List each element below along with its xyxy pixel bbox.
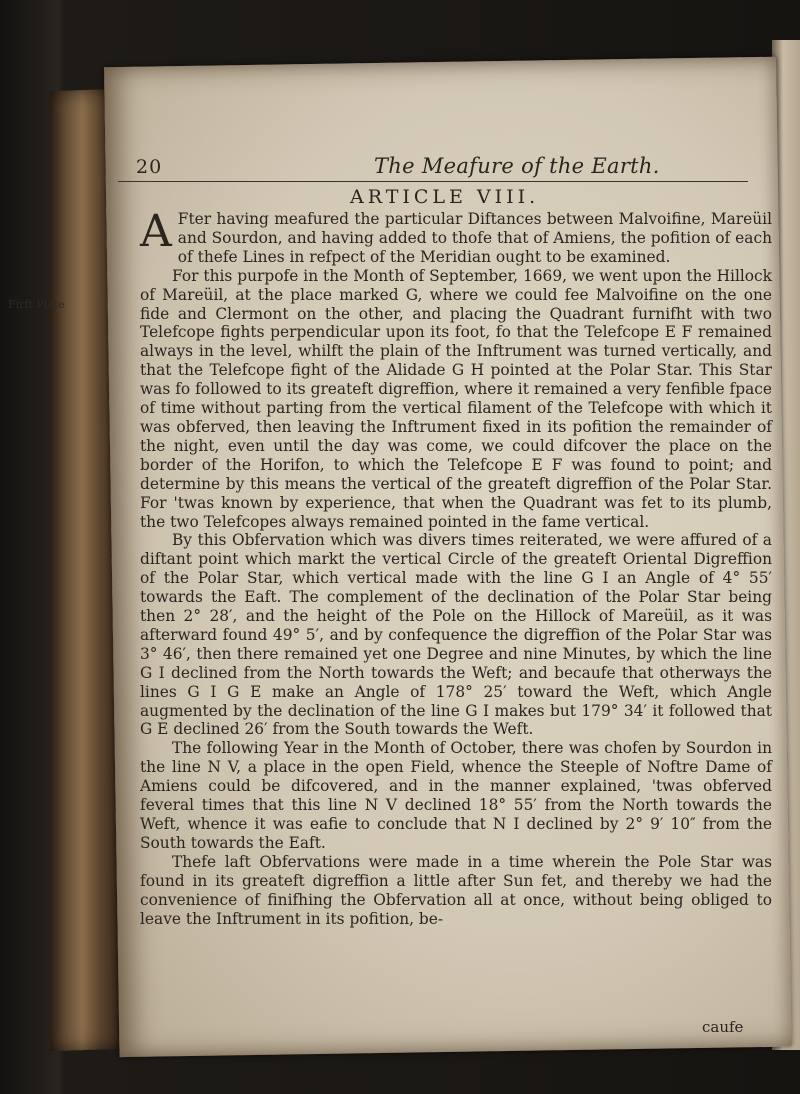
paragraph: Thefe laft Obfervations were made in a time wherein the Pole Star was found in its greateft digreffion a little after Sun fet, and thereby we had the convenience of finifhing the Obfervation all at once, without being obliged to leave the Inftrument in its pofition, be- [140,852,772,928]
drop-capital: A [140,206,172,257]
paragraph: For this purpofe in the Month of September, 1669, we went upon the Hillock of Mareüil, at the place marked G, where we could fee Malvoifine on the one fide and Clermont on the other, and placing the Quadrant furnifht with two Telefcope fights perpendicular upon its foot, fo that the Telefcope E F remained always in the level, whilft the plain of the Inftrument was turned vertically, and that the Telefcope fight of the Alidade G H pointed at the Polar Star. This Star was fo followed to its greateft digreffion, where it remained a very fenfible fpace of time without parting from the vertical filament of the Telefcope with which it was obferved, then leaving the Inftrument fixed in its pofition the remainder of the night, even until the day was come, we could difcover the place on the border of the Horifon, to which the Telefcope E F was found to point; and determine by this means the vertical of the greateft digreffion of the Polar Star. For 'twas known by experience, that when the Quadrant was fet to its plumb, the two Telefcopes always remained pointed in the fame vertical. [140,266,772,531]
article-heading: ARTICLE VIII. [350,186,540,208]
paragraph-text: Fter having meafured the particular Diftances between Malvoifine, Mareüil and Sourdon, and having added to thofe that of Amiens, the pofition of each of thefe Lines in refpect of the Meridian ought to be examined. [177,210,772,266]
running-head: The Meafure of the Earth. [374,154,660,178]
header-rule [118,181,748,182]
paragraph: By this Obfervation which was divers times reiterated, we were affured of a diftant point which markt the vertical Circle of the greateft Oriental Digreffion of the Polar Star, which vertical made with the line G I an Angle of 4° 55′ towards the Eaft. The complement of the declination of the Polar Star being then 2° 28′, and the height of the Pole on the Hillock of Mareüil, as it was afterward found 49° 5′, and by confequence the digreffion of the Polar Star was 3° 46′, then there remained yet one Degree and nine Minutes, by which the line G I declined from the North towards the Weft; and becaufe that otherways the lines G I G E make an Angle of 178° 25′ toward the Weft, which Angle augmented by the declination of the line G I makes but 179° 34′ it followed that G E declined 26′ from the South towards the Weft. [140,531,772,739]
paragraph [140,206,772,267]
body-text [140,206,772,928]
paragraph: The following Year in the Month of October, there was chofen by Sourdon in the line N V, a place in the open Field, whence the Steeple of Noftre Dame of Amiens could be difcovered, and in the manner explained, 'twas obferved feveral times that this line N V declined 18° 55′ from the North towards the Weft, whence it was eafie to conclude that N I declined by 2° 9′ 10″ from the South towards the Eaft. [140,739,772,852]
page-header [118,150,758,180]
margin-note: Firft Plate [8,298,65,311]
page-number: 20 [136,156,163,178]
catchword: caufe [702,1018,744,1036]
